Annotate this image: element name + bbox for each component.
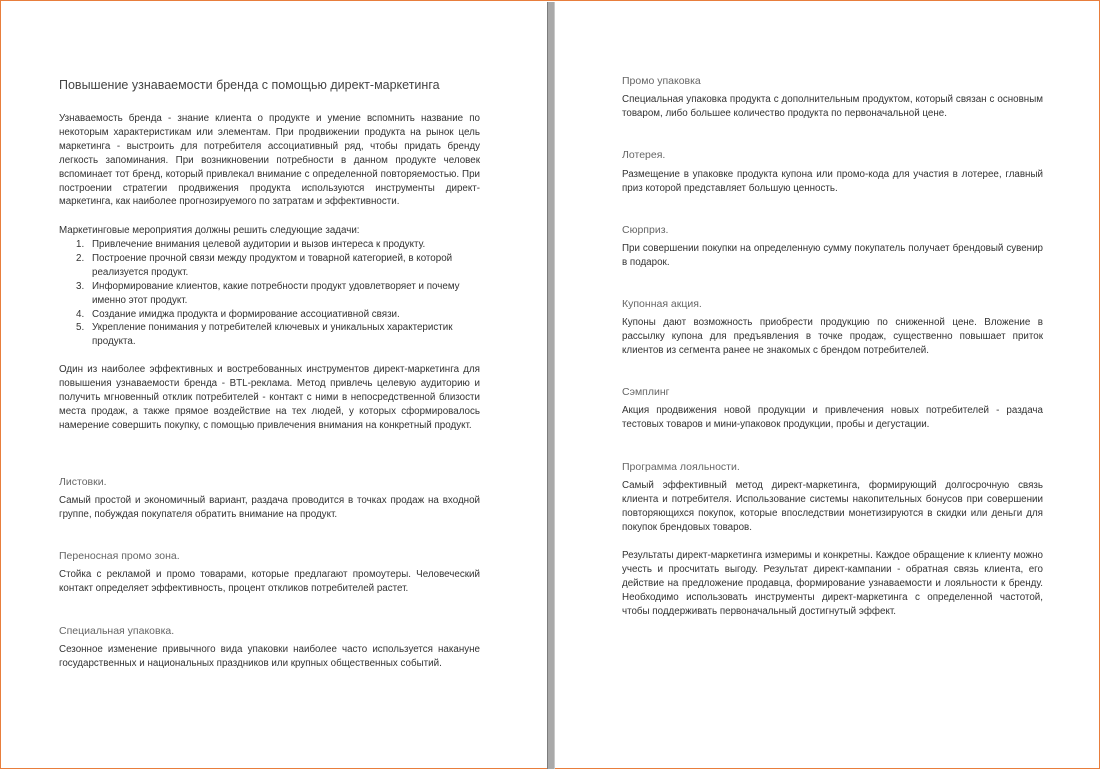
list-number: 1. bbox=[76, 239, 85, 250]
list-item bbox=[59, 238, 480, 252]
section-text: Сезонное изменение привычного вида упаковки наиболее часто используется накануне государственных и национальных праздников или крупных общественных событий. bbox=[59, 644, 480, 669]
list-number: 3. bbox=[76, 280, 85, 292]
btl-paragraph: Один из наиболее эффективных и востребованных инструментов директ-маркетинга для повышения узнаваемости бренда - BTL-реклама. Метод привлечь целевую аудиторию и получить мгновенный отклик потребителей - контакт с ними в непосредственной близости места продаж, а также прямое воздействие на тех людей, у которых сформировалось намерение совершить покупку, с помощью привлечения внимания на конкретный продукт. bbox=[59, 364, 480, 431]
list-item bbox=[59, 280, 480, 308]
section-heading: Лотерея. bbox=[622, 149, 666, 161]
list-number: 5. bbox=[76, 322, 85, 334]
tasks-list bbox=[59, 238, 480, 349]
tasks-lead: Маркетинговые мероприятия должны решить следующие задачи: bbox=[59, 225, 360, 236]
list-item-text: Привлечение внимания целевой аудитории и вызов интереса к продукту. bbox=[92, 239, 426, 250]
list-number: 2. bbox=[76, 252, 85, 264]
section-heading: Купонная акция. bbox=[622, 298, 702, 310]
section-heading: Листовки. bbox=[59, 476, 107, 488]
list-item-text: Создание имиджа продукта и формирование ассоциативной связи. bbox=[92, 308, 400, 320]
section-heading: Программа лояльности. bbox=[622, 461, 740, 473]
list-number: 4. bbox=[76, 308, 85, 320]
section-heading: Сюрприз. bbox=[622, 224, 669, 236]
list-item bbox=[59, 308, 480, 322]
section-heading: Сэмплинг bbox=[622, 386, 670, 398]
section-text: Самый эффективный метод директ-маркетинга, формирующий долгосрочную связь клиента и потребителя. Использование системы накопительных бонусов при совершении повторяющихся покупок, которые впоследствии монетизируются в скидки или деньги для покупок брендовых товаров. bbox=[622, 480, 1043, 533]
page-divider bbox=[547, 2, 555, 769]
list-item bbox=[59, 252, 480, 280]
list-item-text: Информирование клиентов, какие потребности продукт удовлетворяет и почему именно этот продукт. bbox=[92, 280, 460, 306]
section-heading: Промо упаковка bbox=[622, 75, 701, 87]
intro-paragraph: Узнаваемость бренда - знание клиента о продукте и умение вспомнить название по некоторым характеристикам или элементам. При продвижении продукта на рынок цель маркетинга - выстроить для потребителя ассоциативный ряд, чтобы придать бренду легкость запоминания. При возникновении потребности в данном продукте человек вспоминает тот бренд, который привлекал внимание с определенной повторяемостью. При построении стратегии продвижения продукта используются инструменты директ-маркетинга, как наиболее прогнозируемого по затратам и эффективности. bbox=[59, 113, 480, 208]
section-text: Самый простой и экономичный вариант, раздача проводится в точках продаж на входной группе, побуждая покупателя обратить внимание на продукт. bbox=[59, 495, 480, 520]
list-item-text: Построение прочной связи между продуктом и товарной категорией, в которой реализуется продукт. bbox=[92, 252, 453, 278]
section-text: Акция продвижения новой продукции и привлечения новых потребителей - раздача тестовых товаров и мини-упаковок продукции, пробы и дегустации. bbox=[622, 405, 1043, 430]
section-text: Специальная упаковка продукта с дополнительным продуктом, который связан с основным товаром, либо большее количество продукта по первоначальной цене. bbox=[622, 94, 1043, 119]
section-heading: Специальная упаковка. bbox=[59, 625, 175, 637]
list-item bbox=[59, 321, 480, 349]
section-text: Стойка с рекламой и промо товарами, которые предлагают промоутеры. Человеческий контакт определяет эффективность, процент откликов потребителей растет. bbox=[59, 569, 480, 594]
section-text: Размещение в упаковке продукта купона или промо-кода для участия в лотерее, главный приз которой представляет большую ценность. bbox=[622, 169, 1043, 194]
document-title: Повышение узнаваемости бренда с помощью директ-маркетинга bbox=[59, 78, 440, 92]
conclusion-paragraph: Результаты директ-маркетинга измеримы и конкретны. Каждое обращение к клиенту можно учесть и просчитать выгоду. Результат директ-кампании - обратная связь клиента, его действие на предложение продавца, формирование узнаваемости и лояльности к бренду. Необходимо использовать инструменты директ-маркетинга с определенной частотой, чтобы поддерживать первоначальный достигнутый эффект. bbox=[622, 550, 1043, 617]
list-item-text: Укрепление понимания у потребителей ключевых и уникальных характеристик продукта. bbox=[92, 322, 453, 348]
section-text: При совершении покупки на определенную сумму покупатель получает брендовый сувенир в подарок. bbox=[622, 243, 1043, 268]
section-heading: Переносная промо зона. bbox=[59, 550, 180, 562]
section-text: Купоны дают возможность приобрести продукцию по сниженной цене. Вложение в рассылку купона для предъявления в точке продаж, существенно повышает приток клиентов из сегмента ранее не знакомых с брендом потребителей. bbox=[622, 317, 1043, 356]
